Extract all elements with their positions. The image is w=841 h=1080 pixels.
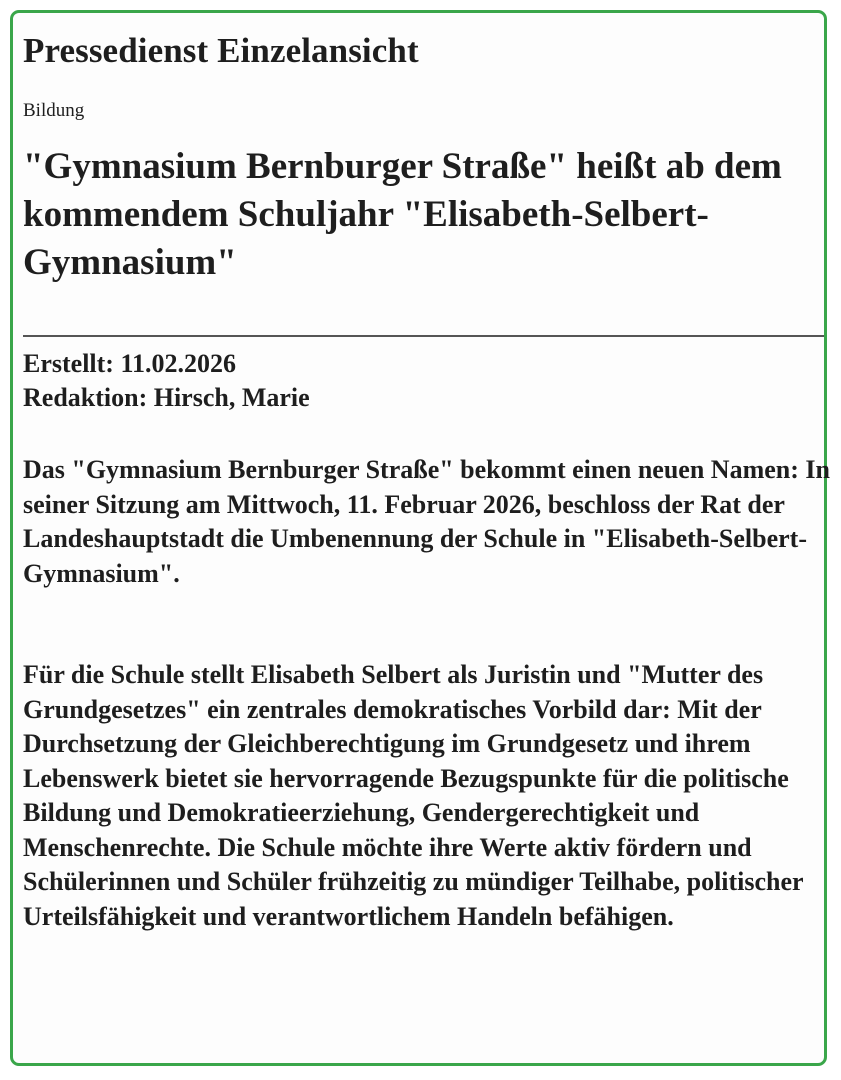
category-label: Bildung [23, 100, 85, 121]
header-section [23, 31, 824, 287]
editor-name: Redaktion: Hirsch, Marie [23, 383, 310, 412]
divider [23, 335, 824, 337]
created-date: Erstellt: 11.02.2026 [23, 349, 237, 378]
article-paragraph: Das "Gymnasium Bernburger Straße" bekommt einen neuen Namen: In seiner Sitzung am Mittwoch, 11. Februar 2026, beschloss der Rat der Landeshauptstadt die Umbenennung der Schule in "Elisabeth-Selbert-Gymnasium". [23, 455, 830, 588]
page-title: Pressedienst Einzelansicht [23, 31, 419, 70]
article-meta [23, 347, 310, 415]
article-paragraph: Für die Schule stellt Elisabeth Selbert als Juristin und "Mutter des Grundgesetzes" ein zentrales demokratisches Vorbild dar: Mit der Durchsetzung der Gleichberechtigung im Grundgesetz und ihrem Lebenswerk bietet sie hervorragende Bezugspunkte für die politische Bildung und Demokratieerziehung, Gendergerechtigkeit und Menschenrechte. Die Schule möchte ihre Werte aktiv fördern und Schülerinnen und Schüler frühzeitig zu mündiger Teilhabe, politischer Urteilsfähigkeit und verantwortlichem Handeln befähigen. [23, 660, 804, 931]
document-frame [10, 10, 830, 1066]
article-headline: "Gymnasium Bernburger Straße" heißt ab dem kommendem Schuljahr "Elisabeth-Selbert-Gymnasium" [23, 146, 782, 283]
